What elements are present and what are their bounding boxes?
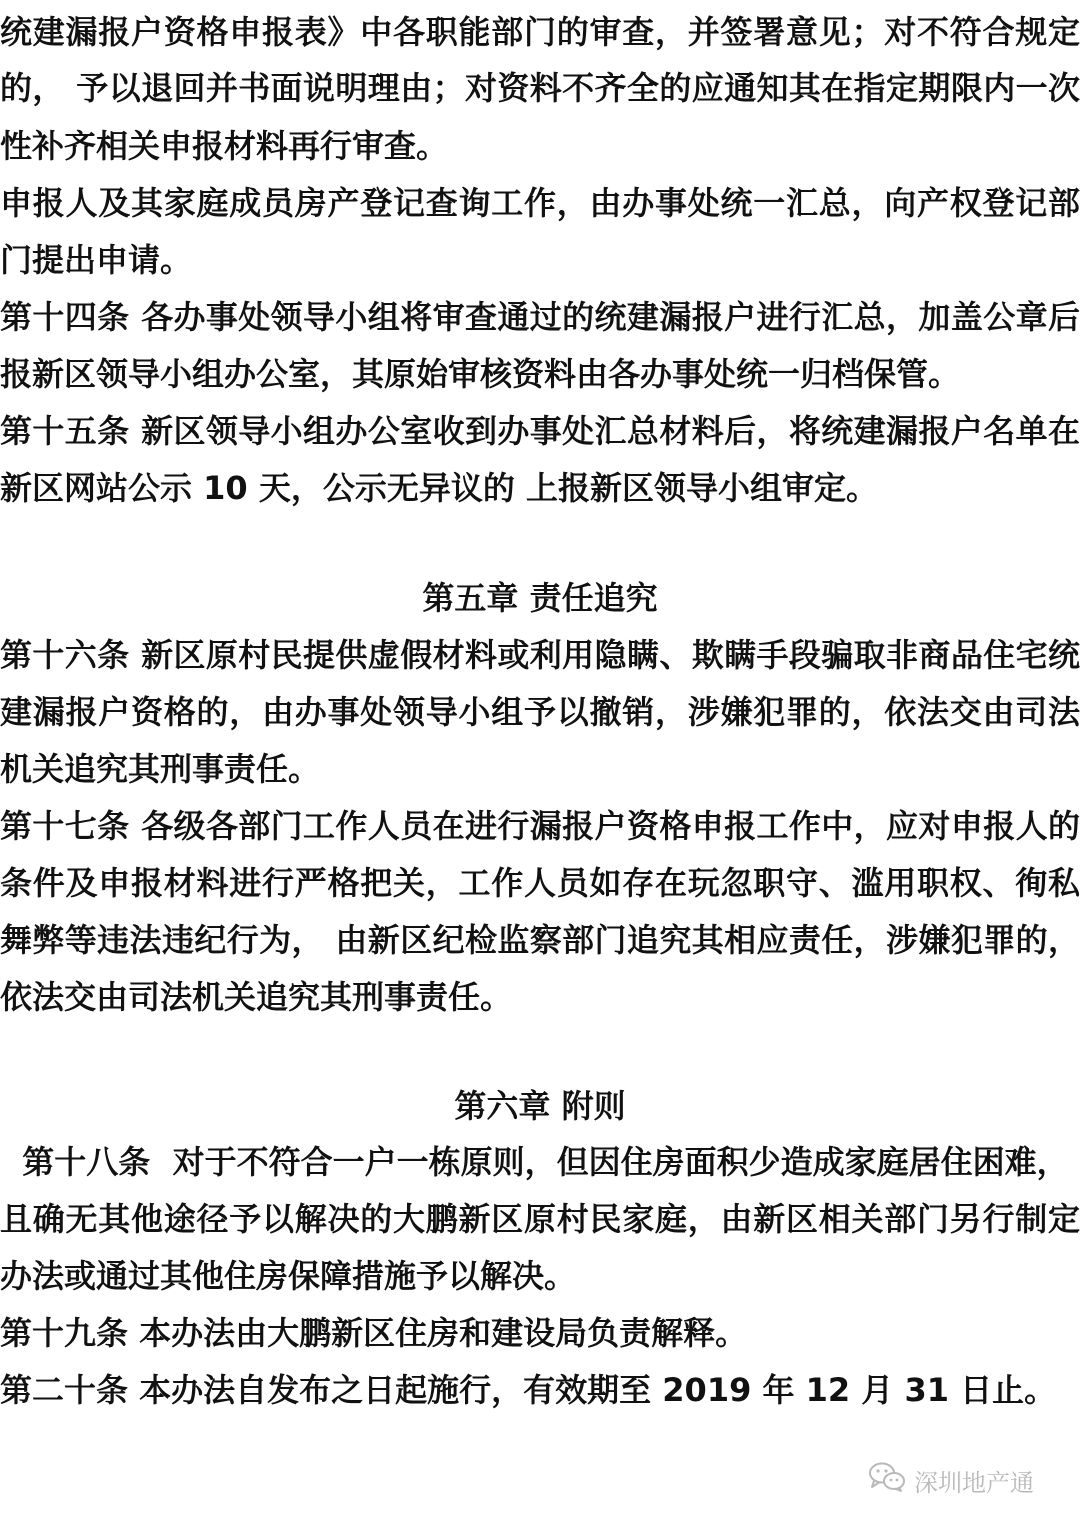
article-16-line: 建漏报户资格的，由办事处领导小组予以撤销，涉嫌犯罪的，依法交由司法 <box>0 693 1080 731</box>
article-17-line: 舞弊等违法违纪行为， 由新区纪检监察部门追究其相应责任，涉嫌犯罪的， <box>0 921 1080 959</box>
article-14-line: 第十四条 各办事处领导小组将审查通过的统建漏报户进行汇总，加盖公章后 <box>0 298 1080 336</box>
article-17-line: 依法交由司法机关追究其刑事责任。 <box>0 978 513 1016</box>
article-17-line: 条件及申报材料进行严格把关，工作人员如存在玩忽职守、滥用职权、徇私 <box>0 864 1080 902</box>
paragraph-line: 统建漏报户资格申报表》中各职能部门的审查，并签署意见；对不符合规定 <box>0 13 1080 51</box>
article-18-line: 第十八条 对于不符合一户一栋原则，但因住房面积少造成家庭居住困难， <box>0 1143 1069 1181</box>
paragraph-line: 的， 予以退回并书面说明理由；对资料不齐全的应通知其在指定期限内一次 <box>0 69 1080 107</box>
article-18-line: 且确无其他途径予以解决的大鹏新区原村民家庭，由新区相关部门另行制定 <box>0 1200 1080 1238</box>
paragraph-line: 性补齐相关申报材料再行审查。 <box>0 127 449 165</box>
watermark-text: 深圳地产通 <box>914 1468 1034 1497</box>
article-15-line: 第十五条 新区领导小组办公室收到办事处汇总材料后，将统建漏报户名单在 <box>0 412 1080 450</box>
article-19-line: 第十九条 本办法由大鹏新区住房和建设局负责解释。 <box>0 1314 748 1352</box>
chapter-6-heading: 第六章 附则 <box>454 1087 626 1125</box>
paragraph-line: 门提出申请。 <box>0 241 193 279</box>
watermark <box>868 1462 1034 1498</box>
article-15-line: 新区网站公示 10 天，公示无异议的 上报新区领导小组审定。 <box>0 469 878 507</box>
chapter-5-heading: 第五章 责任追究 <box>422 579 658 617</box>
article-16-line: 机关追究其刑事责任。 <box>0 750 321 788</box>
article-14-line: 报新区领导小组办公室，其原始审核资料由各办事处统一归档保管。 <box>0 355 961 393</box>
article-17-line: 第十七条 各级各部门工作人员在进行漏报户资格申报工作中，应对申报人的 <box>0 807 1080 845</box>
wechat-icon <box>868 1461 906 1499</box>
article-18-line: 办法或通过其他住房保障措施予以解决。 <box>0 1257 577 1295</box>
article-20-line: 第二十条 本办法自发布之日起施行，有效期至 2019 年 12 月 31 日止。 <box>0 1371 1057 1409</box>
paragraph-line: 申报人及其家庭成员房产登记查询工作，由办事处统一汇总，向产权登记部 <box>0 184 1080 222</box>
article-16-line: 第十六条 新区原村民提供虚假材料或利用隐瞒、欺瞒手段骗取非商品住宅统 <box>0 636 1080 674</box>
